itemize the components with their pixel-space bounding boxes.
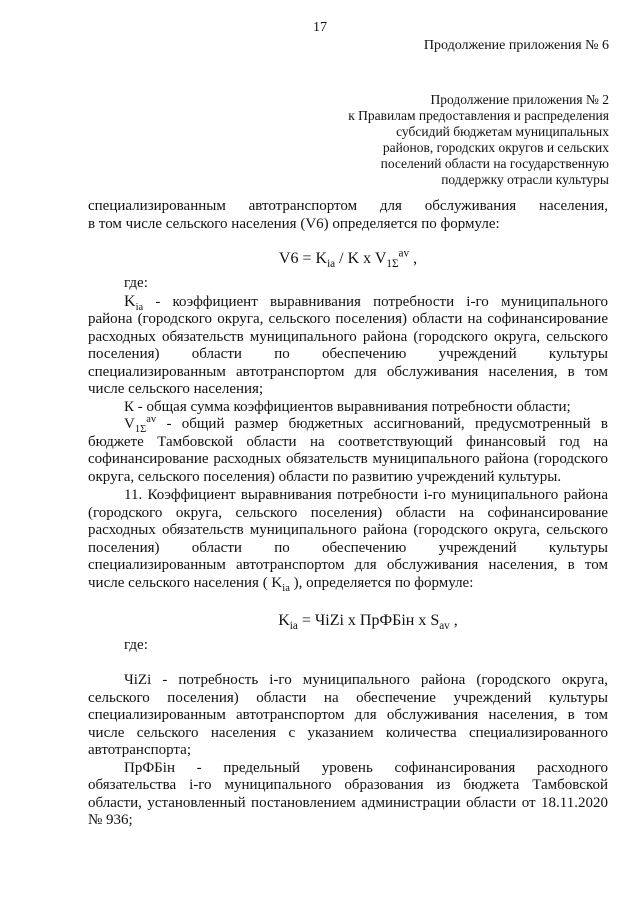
definitions-2 [88, 672, 608, 830]
header-line: районов, городских округов и сельских [382, 140, 609, 155]
definitions-1 [88, 275, 608, 486]
text-line: сельского поселения) области на обеспечение учреждений культуры [88, 689, 608, 706]
formula-subscript: ia [327, 258, 336, 271]
header-line: поддержку отрасли культуры [441, 172, 609, 187]
formula-subscript: 1Σ [386, 258, 399, 271]
text-line: специализированным автотранспортом для обслуживания населения, в том [88, 363, 608, 380]
page-number: 17 [313, 20, 327, 35]
formula-v6 [88, 247, 608, 271]
text-line: специализированным автотранспортом для обслуживания населения, в том [88, 557, 608, 573]
appendix-header [309, 92, 609, 188]
text-line: (городского округа, сельского поселения) области на софинансирование [88, 504, 608, 521]
paragraph-11 [88, 487, 608, 592]
text-line: специализированным автотранспортом для обслуживания населения, в том [88, 707, 608, 723]
formula-subscript: av [439, 620, 450, 633]
text-line: расходных обязательств муниципального района (городского округа, сельского [88, 522, 608, 538]
text-line: числе сельского населения с указанием количества специализированного [88, 724, 608, 741]
text-line: расходных обязательств муниципального района (городского округа, сельского [88, 328, 608, 345]
text-line: ПрФБiн - предельный уровень софинансирования расходного [124, 759, 608, 776]
symbol-k: K [124, 292, 136, 310]
formula-text: / K x V [335, 250, 387, 267]
text-line: - коэффициент выравнивания потребности i-го муниципального [143, 293, 608, 310]
text-line: № 936; [88, 812, 133, 828]
formula-text: , [449, 612, 458, 629]
header-line: к Правилам предоставления и распределения [348, 108, 609, 123]
symbol-v: V [124, 416, 135, 432]
text-line: - общий размер бюджетных ассигнований, предусмотренный в [156, 416, 608, 432]
formula-superscript: av [398, 247, 410, 260]
formula-text: K [278, 612, 290, 629]
text-line: в том числе сельского населения (V6) определяется по формуле: [88, 215, 500, 232]
text-line: автотранспорта; [88, 742, 192, 758]
text-line: обязательства i-го муниципального образования из бюджета Тамбовской [88, 777, 608, 793]
formula-text: , [409, 250, 418, 267]
text-line: К - общая сумма коэффициентов выравнивания потребности области; [124, 398, 571, 415]
continuation-note: Продолжение приложения № 6 [423, 38, 609, 53]
text-line: поселения) области по обеспечению учреждений культуры [88, 346, 608, 362]
symbol-subscript: ia [282, 582, 290, 594]
text-line: бюджете Тамбовской области на соответствующий финансовый год на [88, 433, 608, 450]
text-line: района (городского округа, сельского поселения) области на софинансирование [88, 311, 608, 327]
header-line: субсидий бюджетам муниципальных [396, 124, 609, 139]
where-label: где: [124, 275, 148, 291]
intro-paragraph [88, 198, 608, 233]
symbol-subscript: ia [135, 301, 144, 313]
formula-text: V6 = K [278, 250, 328, 267]
text-line: числе сельского населения; [88, 381, 264, 397]
text-line: ), определяется по формуле: [289, 574, 474, 591]
text-line: ЧiZi - потребность i-го муниципального района (городского округа, [124, 672, 608, 688]
text-line: софинансирование расходных обязательств муниципального района (городского [88, 451, 608, 467]
formula-subscript: ia [289, 620, 298, 633]
header-line: Продолжение приложения № 2 [430, 92, 609, 107]
text-line: числе сельского населения ( K [88, 574, 283, 591]
where-2 [88, 637, 608, 655]
text-line: поселения) области по обеспечению учреждений культуры [88, 539, 608, 556]
text-line: округа, сельского поселения) области по развитию учреждений культуры. [88, 468, 562, 485]
formula-text: = ЧiZi x ПрФБiн x S [297, 612, 440, 629]
formula-kia [88, 612, 608, 633]
symbol-subscript: 1Σ [134, 424, 147, 435]
text-line: специализированным автотранспортом для обслуживания населения, [88, 198, 608, 214]
text-line: 11. Коэффициент выравнивания потребности i-го муниципального района [124, 487, 608, 503]
header-line: поселений области на государственную [380, 156, 609, 171]
text-line: области, установленный постановлением администрации области от 18.11.2020 [88, 794, 608, 811]
symbol-superscript: av [146, 414, 157, 425]
where-label: где: [124, 637, 148, 653]
